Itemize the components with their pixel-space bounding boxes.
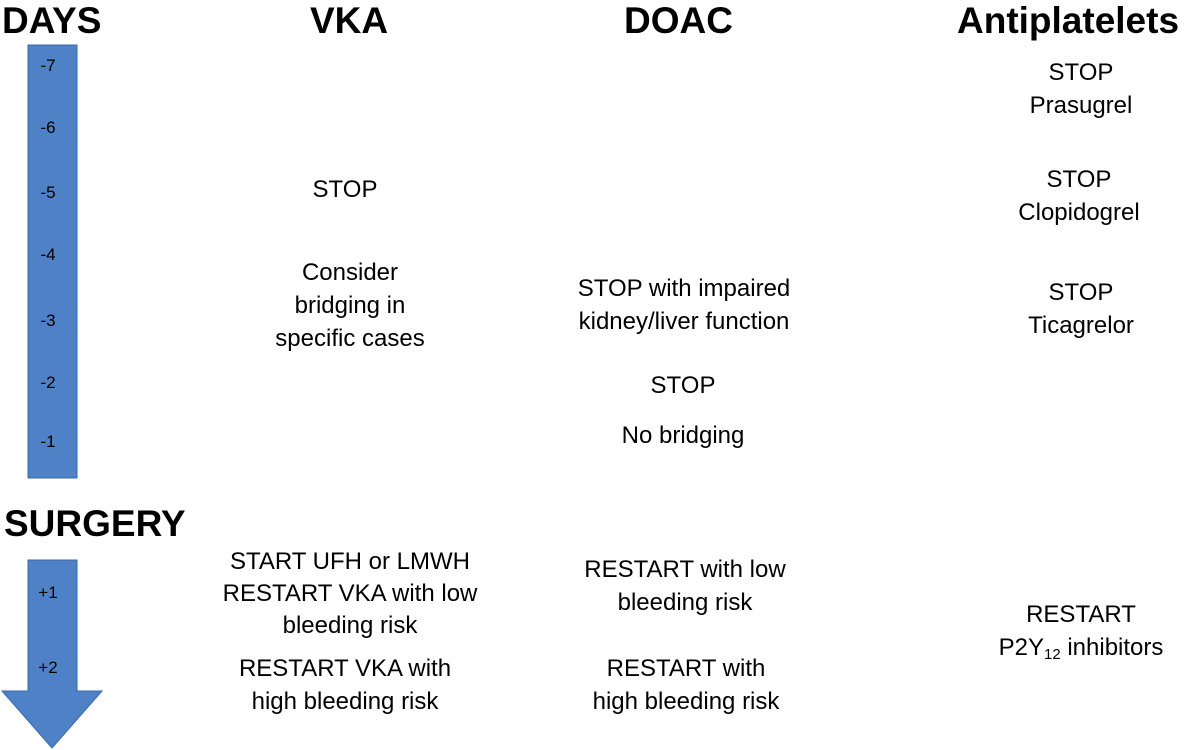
- vka-bridging: Consider bridging in specific cases: [275, 259, 425, 352]
- day-label-plus-2: +2: [38, 658, 58, 677]
- day-label-minus-1: -1: [40, 432, 56, 451]
- vka-post-op-1: START UFH or LMWH RESTART VKA with low bleeding risk: [222, 548, 478, 639]
- day-label-minus-5: -5: [40, 183, 56, 202]
- day-label-plus-1: +1: [38, 583, 58, 602]
- day-label-minus-6: -6: [40, 118, 56, 137]
- p2y12-inhibitors: $P2Y_{12}$ inhibitors: [998, 634, 1164, 663]
- doac-stop: STOP: [650, 372, 716, 399]
- doac-post-op-1: RESTART with low bleeding risk: [584, 556, 786, 616]
- doac-no-bridging: No bridging: [621, 422, 745, 449]
- days-header: DAYS: [2, 0, 102, 41]
- doac-stop-impaired: STOP with impaired kidney/liver function: [577, 275, 791, 335]
- antiplatelets-prasugrel: STOP Prasugrel: [1029, 59, 1133, 119]
- vka-stop: STOP: [312, 176, 378, 203]
- doac-header: DOAC: [624, 0, 733, 41]
- day-label-minus-7: -7: [40, 56, 56, 75]
- surgery-label: SURGERY: [4, 503, 186, 544]
- day-label-minus-3: -3: [40, 311, 56, 330]
- doac-post-op-2: RESTART with high bleeding risk: [592, 655, 780, 715]
- antiplatelets-header: Antiplatelets: [957, 0, 1180, 41]
- vka-post-op-2: RESTART VKA with high bleeding risk: [238, 655, 452, 715]
- vka-header: VKA: [310, 0, 389, 41]
- day-label-minus-4: -4: [40, 245, 56, 264]
- antiplatelets-ticagrelor: STOP Ticagrelor: [1028, 279, 1134, 339]
- day-label-minus-2: -2: [40, 373, 56, 392]
- antiplatelets-restart: RESTART $P2Y_{12}$ inhibitors: [998, 601, 1164, 663]
- antiplatelets-clopidogrel: STOP Clopidogrel: [1018, 166, 1140, 226]
